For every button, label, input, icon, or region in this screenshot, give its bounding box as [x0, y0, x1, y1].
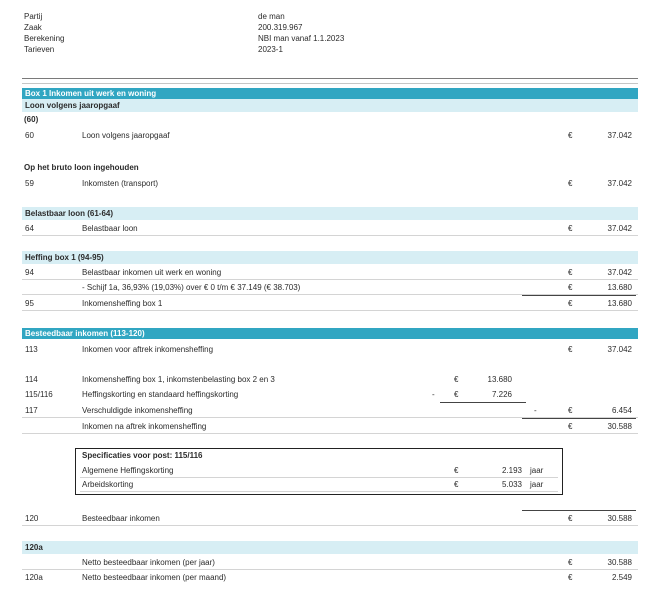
spec-amount: 5.033 — [501, 480, 522, 489]
row-desc: Heffingskorting en standaard heffingskorting — [82, 390, 239, 399]
row-amount: 13.680 — [487, 375, 512, 384]
row-desc: Inkomensheffing box 1, inkomstenbelasting box 2 en 3 — [82, 375, 275, 384]
table-row-94 — [22, 266, 638, 280]
euro-sign: € — [568, 179, 573, 188]
table-row-na-aftrek — [22, 420, 638, 434]
row-desc: Loon volgens jaaropgaaf — [82, 131, 170, 140]
euro-sign: € — [568, 573, 573, 582]
section-header-120a — [22, 541, 638, 554]
table-row-netto-jaar — [22, 556, 638, 570]
euro-sign: € — [454, 480, 459, 489]
row-code: 64 — [25, 224, 34, 233]
meta-value: NBI man vanaf 1.1.2023 — [258, 34, 345, 43]
row-code: 59 — [25, 179, 34, 188]
row-code: 120a — [25, 573, 43, 582]
row-amount: 30.588 — [607, 514, 632, 523]
row-desc: Netto besteedbaar inkomen (per jaar) — [82, 558, 215, 567]
euro-sign: € — [568, 558, 573, 567]
meta-row-tarieven — [24, 44, 444, 55]
row-amount: 30.588 — [607, 422, 632, 431]
table-row-netto-maand — [22, 571, 638, 584]
row-amount: 37.042 — [607, 131, 632, 140]
row-amount: 37.042 — [607, 179, 632, 188]
row-amount: 37.042 — [607, 268, 632, 277]
row-desc: Belastbaar loon — [82, 224, 138, 233]
row-desc: Besteedbaar inkomen — [82, 514, 160, 523]
table-row-60 — [22, 129, 638, 142]
row-code: 120 — [25, 514, 39, 523]
spec-desc: Arbeidskorting — [82, 480, 134, 489]
euro-sign: € — [568, 345, 573, 354]
euro-sign: € — [568, 422, 573, 431]
table-row-64 — [22, 222, 638, 236]
meta-row-berekening — [24, 33, 444, 44]
row-desc: Netto besteedbaar inkomen (per maand) — [82, 573, 227, 582]
section-title: 120a — [25, 543, 43, 552]
section-title: Heffing box 1 (94-95) — [25, 253, 104, 262]
euro-sign: € — [568, 268, 573, 277]
row-desc: Verschuldigde inkomensheffing — [82, 406, 193, 415]
spec-row-algemene-heffingskorting — [80, 465, 558, 478]
meta-value: 200.319.967 — [258, 23, 303, 32]
minus-sign: - — [432, 390, 435, 399]
meta-label: Tarieven — [24, 45, 55, 54]
document-header — [24, 11, 444, 55]
row-amount: 30.588 — [607, 558, 632, 567]
table-row-117 — [22, 404, 638, 418]
row-amount: 13.680 — [607, 283, 632, 292]
row-desc: Inkomsten (transport) — [82, 179, 159, 188]
section-title: Besteedbaar inkomen (113-120) — [25, 329, 145, 338]
euro-sign: € — [568, 514, 573, 523]
section-header-heffing — [22, 251, 638, 264]
table-row-115-116 — [22, 388, 638, 401]
euro-sign: € — [568, 283, 573, 292]
spec-desc: Algemene Heffingskorting — [82, 466, 174, 475]
meta-value: 2023-1 — [258, 45, 283, 54]
row-code: 95 — [25, 299, 34, 308]
meta-row-partij — [24, 11, 444, 22]
header-divider-light — [22, 83, 638, 84]
subtotal-line — [522, 295, 636, 296]
section-title: Belastbaar loon (61-64) — [25, 209, 114, 218]
row-amount: 37.042 — [607, 345, 632, 354]
row-code: 94 — [25, 268, 34, 277]
subtotal-line-mid — [440, 402, 526, 403]
spec-unit: jaar — [530, 480, 544, 489]
subsection-header-loon — [22, 99, 638, 112]
total-line — [522, 510, 636, 511]
code-label: (60) — [24, 115, 39, 124]
section-title: Box 1 Inkomen uit werk en woning — [25, 89, 157, 98]
section-header-besteedbaar — [22, 328, 638, 339]
meta-label: Zaak — [24, 23, 42, 32]
table-row-113 — [22, 343, 638, 356]
row-code: 114 — [25, 375, 38, 384]
euro-sign: € — [454, 466, 459, 475]
euro-sign: € — [568, 406, 573, 415]
meta-label: Berekening — [24, 34, 65, 43]
table-row-59 — [22, 177, 638, 190]
header-divider — [22, 78, 638, 79]
subtotal-line — [522, 418, 636, 419]
meta-row-zaak — [24, 22, 444, 33]
subsection-title-ingehouden: Op het bruto loon ingehouden — [24, 163, 139, 172]
row-amount: 2.549 — [611, 573, 632, 582]
spec-unit: jaar — [530, 466, 544, 475]
meta-label: Partij — [24, 12, 43, 21]
row-amount: 7.226 — [491, 390, 512, 399]
row-desc: - Schijf 1a, 36,93% (19,03%) over € 0 t/m € 37.149 (€ 38.703) — [82, 283, 301, 292]
euro-sign: € — [454, 375, 459, 384]
specification-title: Specificaties voor post: 115/116 — [82, 451, 203, 460]
table-row-schijf — [22, 281, 638, 295]
row-amount: 37.042 — [607, 224, 632, 233]
row-code: 60 — [25, 131, 34, 140]
minus-sign: - — [534, 406, 537, 415]
row-desc: Inkomen na aftrek inkomensheffing — [82, 422, 207, 431]
spec-amount: 2.193 — [501, 466, 522, 475]
row-amount: 6.454 — [611, 406, 632, 415]
row-desc: Inkomensheffing box 1 — [82, 299, 163, 308]
table-row-114 — [22, 373, 638, 386]
row-code: 117 — [25, 406, 38, 415]
row-amount: 13.680 — [607, 299, 632, 308]
euro-sign: € — [568, 299, 573, 308]
table-row-120 — [22, 512, 638, 526]
row-desc: Belastbaar inkomen uit werk en woning — [82, 268, 222, 277]
section-header-belastbaar — [22, 207, 638, 220]
subsection-title: Loon volgens jaaropgaaf — [25, 101, 120, 110]
specification-box — [75, 448, 563, 495]
row-desc: Inkomen voor aftrek inkomensheffing — [82, 345, 214, 354]
row-code: 115/116 — [25, 390, 53, 399]
euro-sign: € — [568, 224, 573, 233]
euro-sign: € — [568, 131, 573, 140]
euro-sign: € — [454, 390, 459, 399]
table-row-95 — [22, 297, 638, 311]
spec-row-arbeidskorting — [80, 479, 558, 492]
section-header-box1 — [22, 88, 638, 99]
meta-value: de man — [258, 12, 285, 21]
row-code: 113 — [25, 345, 38, 354]
